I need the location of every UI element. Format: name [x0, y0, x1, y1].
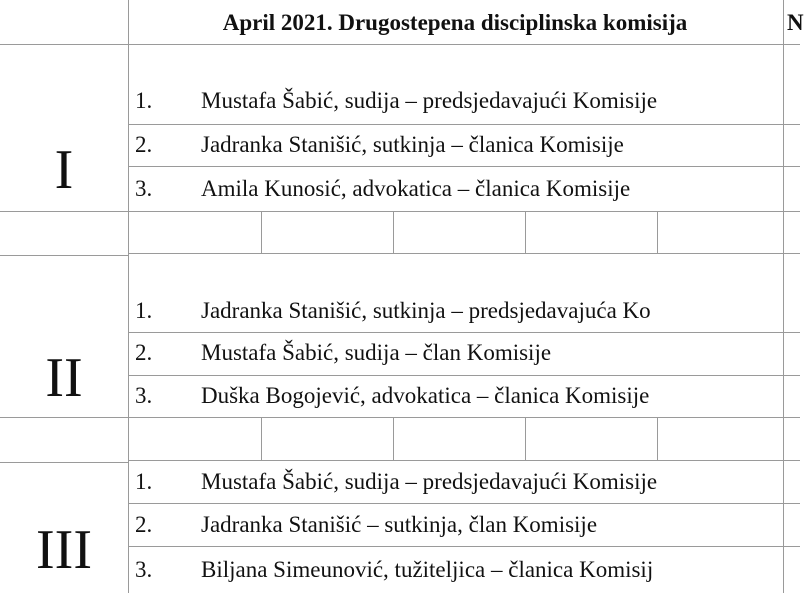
table-rule — [0, 211, 800, 212]
table-rule — [0, 255, 128, 256]
table-rule — [393, 417, 394, 460]
panel-label: II — [45, 347, 83, 409]
member-text: Amila Kunosić, advokatica – članica Komisije — [201, 176, 631, 201]
member-number: 2. — [135, 340, 153, 365]
member-text: Jadranka Stanišić – sutkinja, član Komisije — [201, 512, 598, 537]
member-text: Mustafa Šabić, sudija – predsjedavajući Komisije — [201, 88, 658, 113]
member-number: 2. — [135, 512, 153, 537]
table-rule — [393, 211, 394, 253]
table-rule — [0, 462, 128, 463]
table-title: April 2021. Drugostepena disciplinska komisija — [222, 10, 688, 35]
table-rule — [0, 417, 800, 418]
member-number: 3. — [135, 176, 153, 201]
panel-label: III — [36, 519, 92, 581]
table-rule — [783, 0, 784, 593]
member-text: Jadranka Stanišić, sutkinja – članica Komisije — [201, 132, 624, 157]
member-text: Jadranka Stanišić, sutkinja – predsjedavajuća Ko — [201, 298, 651, 323]
member-text: Duška Bogojević, advokatica – članica Komisije — [201, 383, 650, 408]
table-rule — [128, 166, 800, 167]
table-rule — [525, 211, 526, 253]
member-number: 1. — [135, 469, 153, 494]
panel-label: I — [54, 139, 74, 201]
member-number: 3. — [135, 557, 153, 582]
table-rule — [0, 44, 800, 45]
cut-column-header: N — [787, 10, 804, 35]
table-rule — [128, 0, 129, 593]
member-number: 3. — [135, 383, 153, 408]
table-rule — [657, 417, 658, 460]
table-rule — [525, 417, 526, 460]
table-rule — [128, 253, 800, 254]
member-text: Mustafa Šabić, sudija – predsjedavajući Komisije — [201, 469, 658, 494]
table-rule — [657, 211, 658, 253]
table-rule — [128, 503, 800, 504]
table-rule — [128, 460, 800, 461]
table-rule — [128, 546, 800, 547]
member-number: 1. — [135, 88, 153, 113]
member-number: 1. — [135, 298, 153, 323]
member-text: Biljana Simeunović, tužiteljica – članica Komisij — [201, 557, 654, 582]
table-rule — [261, 417, 262, 460]
member-number: 2. — [135, 132, 153, 157]
table-rule — [261, 211, 262, 253]
member-text: Mustafa Šabić, sudija – član Komisije — [201, 340, 552, 365]
